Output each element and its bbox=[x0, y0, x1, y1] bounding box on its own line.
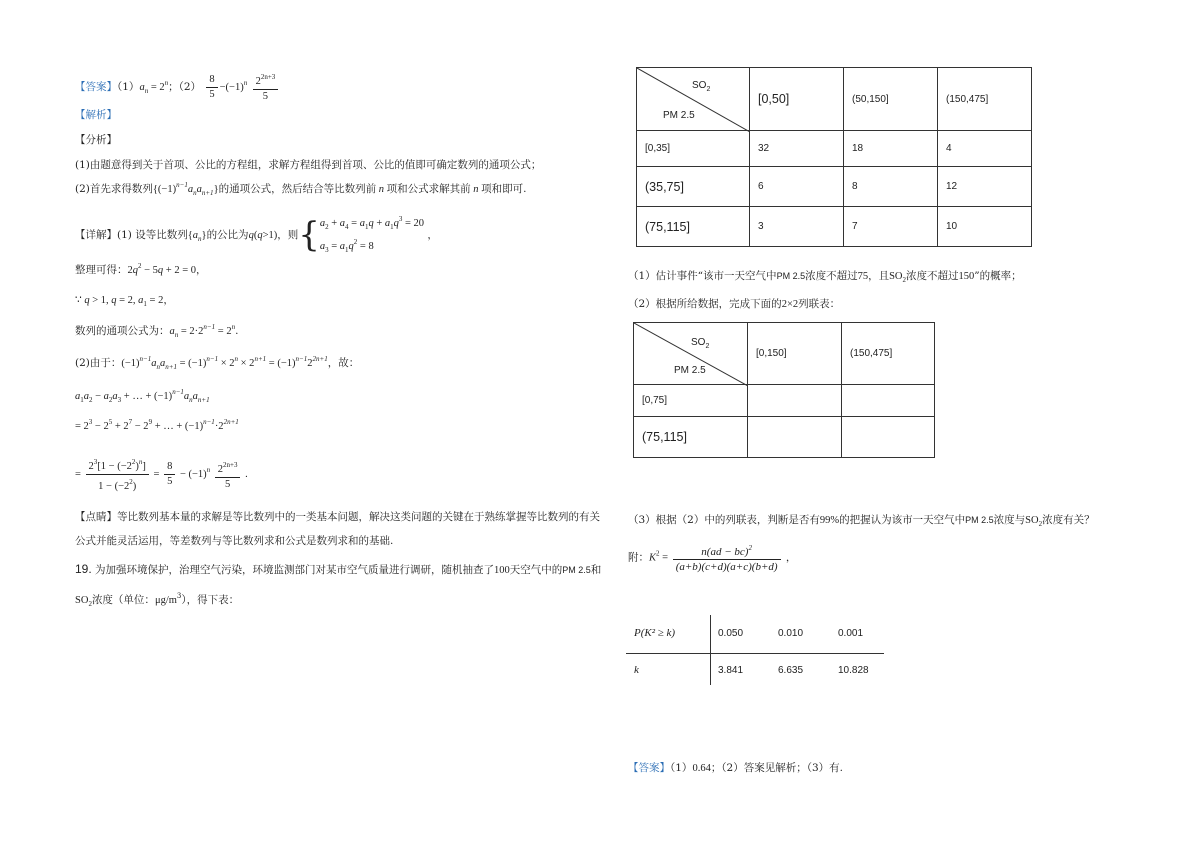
table1-corner-header: $SO_2$ PM 2.5 bbox=[637, 68, 750, 131]
critical-value-table bbox=[626, 615, 884, 685]
answer-line: 【答案】$(1)a_n = 2^n$；（2） $\frac{8}{5}$ $-(-1)^n$ $\frac{2^{2n+3}}{5}$ bbox=[75, 70, 280, 104]
table1-cell: 32 bbox=[750, 131, 844, 167]
dianjing-line-1: 【点睛】等比数列基本量的求解是等比数列中的一类基本问题，解决这类问题的关键在于熟练掌握等比数列的有关 bbox=[75, 511, 600, 523]
k-value: 6.635 bbox=[778, 665, 804, 676]
final-answer-line: 【答案】（1）0.64；（2）答案见解析；（3）有. bbox=[628, 762, 844, 774]
table2-empty-cell[interactable] bbox=[842, 385, 935, 417]
question-19-line-1: 19. 为加强环境保护，治理空气污染，环境监测部门对某市空气质量进行调研，随机抽查了100天空气中的PM 2.5和 bbox=[75, 562, 602, 576]
k-row-label: k bbox=[634, 664, 639, 676]
table-row bbox=[637, 167, 1032, 207]
fenxi-line-1: (1)由题意得到关于首项、公比的方程组，求解方程组得到首项、公比的值即可确定数列的通项公式； bbox=[75, 159, 542, 171]
table1-row-label: (75,115] bbox=[637, 207, 750, 247]
sum-line-2: = $2^3 - 2^5 + 2^7 - 2^9$ + … + $(-1)^{n-1}\cdot 2^{2n+1}$ bbox=[75, 418, 239, 432]
table-row bbox=[634, 417, 935, 458]
prob-row-label: P(K² ≥ k) bbox=[634, 627, 676, 639]
table1-cell: 3 bbox=[750, 207, 844, 247]
table-row bbox=[634, 385, 935, 417]
table2-corner-header: $SO_2$ PM 2.5 bbox=[634, 323, 748, 385]
question-19-line-2: $SO_2$浓度（单位：$\mu g/m^3$），得下表： bbox=[75, 592, 240, 608]
fenxi-line-2: (2)首先求得数列$\{(-1)^{n-1}a_na_{n+1}\}$的通项公式，然后结合等比数列前 n 项和公式求解其前 n 项和即可. bbox=[75, 181, 527, 197]
table2-row-label: (75,115] bbox=[634, 417, 748, 458]
since-line: ∵ q > 1, q = 2, $a_1 = 2$， bbox=[75, 295, 174, 308]
formula-line: 附：$K^2$ = $\frac{n(ad - bc)^2}{(a+b)(c+d)(a+c)(b+d)}$ ， bbox=[628, 541, 796, 574]
table1-cell: 12 bbox=[938, 167, 1032, 207]
p-value: 0.050 bbox=[718, 628, 744, 639]
table-divider bbox=[626, 653, 884, 654]
zhengli-line: 整理可得：$2q^2 - 5q + 2 = 0$， bbox=[75, 262, 207, 276]
table1-cell: 18 bbox=[844, 131, 938, 167]
k-value: 10.828 bbox=[838, 665, 869, 676]
jiexi-tag: 【解析】 bbox=[75, 109, 117, 121]
table2-col-header: (150,475] bbox=[842, 323, 935, 385]
table-row bbox=[637, 207, 1032, 247]
xiangjie-line: 【详解】(1) 设等比数列$\{a_n\}$的公比为q(q>1)，则{$a_2 + a_4 = a_1q + a_1q^3 = 20$ $a_3 = a_1q^2 = 8$ ， bbox=[75, 215, 438, 255]
table1-col-header: (50,150] bbox=[844, 68, 938, 131]
question-2-line: （2）根据所给数据，完成下面的2×2列联表： bbox=[628, 298, 841, 310]
pm-so2-data-table bbox=[636, 67, 1032, 247]
table1-row-label: (35,75] bbox=[637, 167, 750, 207]
table2-empty-cell[interactable] bbox=[748, 417, 842, 458]
answer-tag: 【答案】 bbox=[628, 762, 670, 774]
sum-line-1: $a_1a_2 - a_2a_3$ + … + $(-1)^{n-1}a_na_{n+1}$ bbox=[75, 388, 210, 404]
k-value: 3.841 bbox=[718, 665, 744, 676]
table2-col-header: [0,150] bbox=[748, 323, 842, 385]
part2-line: (2)由于：$(-1)^{n-1}a_na_{n+1} = (-1)^{n-1} \times 2^n \times 2^{n+1} = (-1)^{n-1}2^{2n+1}$，故： bbox=[75, 355, 360, 371]
dianjing-line-2: 公式并能灵活运用，等差数列与等比数列求和公式是数列求和的基础. bbox=[75, 535, 394, 547]
table2-row-label: [0,75] bbox=[634, 385, 748, 417]
table1-cell: 7 bbox=[844, 207, 938, 247]
table1-col-header: (150,475] bbox=[938, 68, 1032, 131]
table1-row-label: [0,35] bbox=[637, 131, 750, 167]
sum-line-3: = $\frac{2^3[1 - (-2^2)^n]}{1 - (-2^2)}$ = $\frac{8}{5}$ − $(-1)^n$ $\frac{2^{2n+3}}{5}$ . bbox=[75, 455, 248, 494]
table2-empty-cell[interactable] bbox=[748, 385, 842, 417]
table1-cell: 6 bbox=[750, 167, 844, 207]
contingency-table bbox=[633, 322, 935, 458]
table2-empty-cell[interactable] bbox=[842, 417, 935, 458]
table1-cell: 4 bbox=[938, 131, 1032, 167]
question-1-line: （1）估计事件“该市一天空气中PM 2.5浓度不超过75，且$SO_2$浓度不超过150”的概率； bbox=[628, 270, 1022, 284]
tongxiang-line: 数列的通项公式为：$a_n = 2\cdot 2^{n-1} = 2^n$. bbox=[75, 323, 239, 339]
p-value: 0.001 bbox=[838, 628, 864, 639]
table-divider bbox=[710, 615, 711, 685]
answer-fraction-2: $\frac{2^{2n+3}}{5}$ bbox=[253, 70, 279, 104]
table-row bbox=[637, 131, 1032, 167]
answer-tag: 【答案】 bbox=[75, 81, 117, 93]
table1-cell: 8 bbox=[844, 167, 938, 207]
fenxi-tag: 【分析】 bbox=[75, 134, 117, 146]
answer-fraction: $\frac{8}{5}$ bbox=[206, 73, 217, 102]
p-value: 0.010 bbox=[778, 628, 804, 639]
question-3-line: （3）根据（2）中的列联表，判断是否有99%的把握认为该市一天空气中PM 2.5浓度与$SO_2$浓度有关？ bbox=[628, 514, 1095, 528]
table1-col-header: [0,50] bbox=[750, 68, 844, 131]
table1-cell: 10 bbox=[938, 207, 1032, 247]
